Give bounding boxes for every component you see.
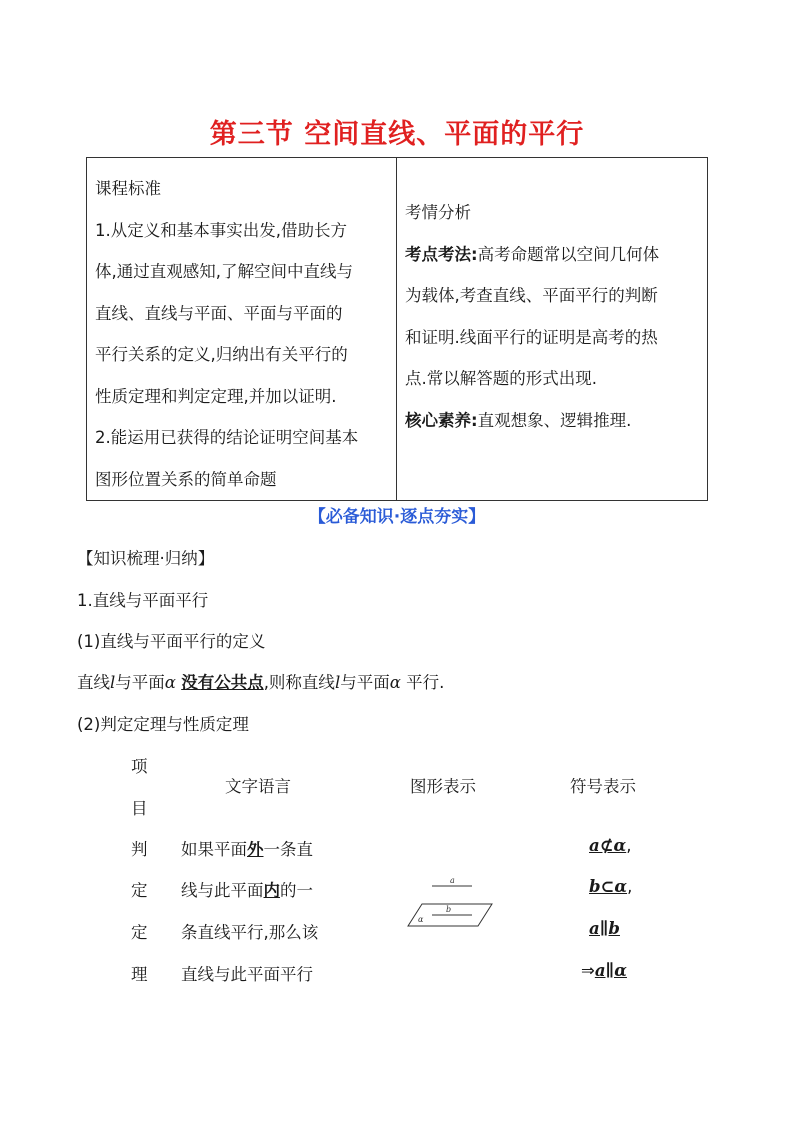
col-figure-head: 图形表示 [410, 777, 476, 796]
core-label: 核心素养: [405, 410, 478, 430]
standards-line: 图形位置关系的简单命题 [95, 469, 277, 489]
standards-line: 2.能运用已获得的结论证明空间基本 [95, 428, 359, 447]
line-l-symbol: l [334, 673, 341, 692]
item-heading: 1.直线与平面平行 [77, 591, 209, 610]
fill-blank-answer: a∥α [594, 961, 627, 980]
symbol-line: a⊄α, [589, 836, 632, 855]
fill-blank-answer: b⊂α [589, 877, 628, 896]
fill-blank-answer: 内 [263, 881, 280, 900]
row-label: 定 [131, 881, 148, 900]
line-plane-figure [404, 872, 494, 932]
plane-alpha-label: α [418, 915, 424, 924]
subitem-heading: (1)直线与平面平行的定义 [77, 632, 266, 651]
symbol-line: b⊂α, [589, 877, 633, 896]
method-label: 考点考法: [405, 244, 478, 264]
row-label: 定 [131, 923, 148, 942]
col-item-head: 目 [131, 799, 148, 818]
standards-line: 直线、直线与平面、平面与平面的 [95, 303, 343, 323]
line-l-symbol: l [110, 673, 116, 692]
method-line: 高考命题常以空间几何体 [477, 244, 660, 264]
method-line: 和证明.线面平行的证明是高考的热 [405, 327, 658, 347]
definition-text: 直线l与平面α 没有公共点,则称直线l与平面α 平行. [77, 673, 445, 692]
plane-alpha-symbol: α [389, 673, 401, 692]
standards-line: 1.从定义和基本事实出发,借助长方 [95, 220, 347, 240]
fill-blank-answer: 没有公共点 [181, 673, 264, 692]
col-symbol-head: 符号表示 [570, 777, 636, 796]
standards-line: 平行关系的定义,归纳出有关平行的 [95, 345, 348, 364]
curriculum-standards-cell [87, 158, 397, 501]
standards-heading: 课程标准 [95, 179, 161, 198]
col-item-head: 项 [131, 757, 148, 776]
theorem-text-line: 如果平面外一条直 [181, 840, 313, 859]
standards-table [86, 157, 708, 501]
fill-blank-answer: a⊄α [589, 836, 627, 855]
symbol-line: ⇒a∥α [581, 961, 627, 980]
standards-line: 体,通过直观感知,了解空间中直线与 [95, 262, 353, 281]
core-text: 直观想象、逻辑推理. [477, 410, 632, 430]
subsection-heading: 【知识梳理·归纳】 [77, 549, 215, 568]
row-label: 判 [131, 840, 148, 859]
symbol-line [589, 919, 620, 938]
page-title: 第三节 空间直线、平面的平行 [209, 119, 585, 150]
method-line: 为载体,考查直线、平面平行的判断 [405, 286, 658, 305]
line-a-label: a [450, 876, 455, 885]
plane-alpha-symbol: α [164, 673, 176, 692]
section-heading: 【必备知识·逐点夯实】 [308, 507, 486, 527]
line-b-label: b [446, 905, 452, 914]
fill-blank-answer: 外 [247, 840, 264, 859]
analysis-heading: 考情分析 [405, 203, 471, 222]
subitem-heading: (2)判定定理与性质定理 [77, 715, 249, 734]
fill-blank-answer: a∥b [589, 919, 620, 938]
row-label: 理 [131, 965, 148, 984]
theorem-text-line: 条直线平行,那么该 [181, 923, 319, 942]
theorem-text-line: 直线与此平面平行 [181, 965, 313, 984]
standards-line: 性质定理和判定定理,并加以证明. [95, 386, 337, 406]
col-text-head: 文字语言 [225, 777, 291, 796]
theorem-text-line: 线与此平面内的一 [181, 881, 313, 900]
exam-analysis-cell [397, 158, 708, 501]
method-line: 点.常以解答题的形式出现. [405, 369, 597, 388]
